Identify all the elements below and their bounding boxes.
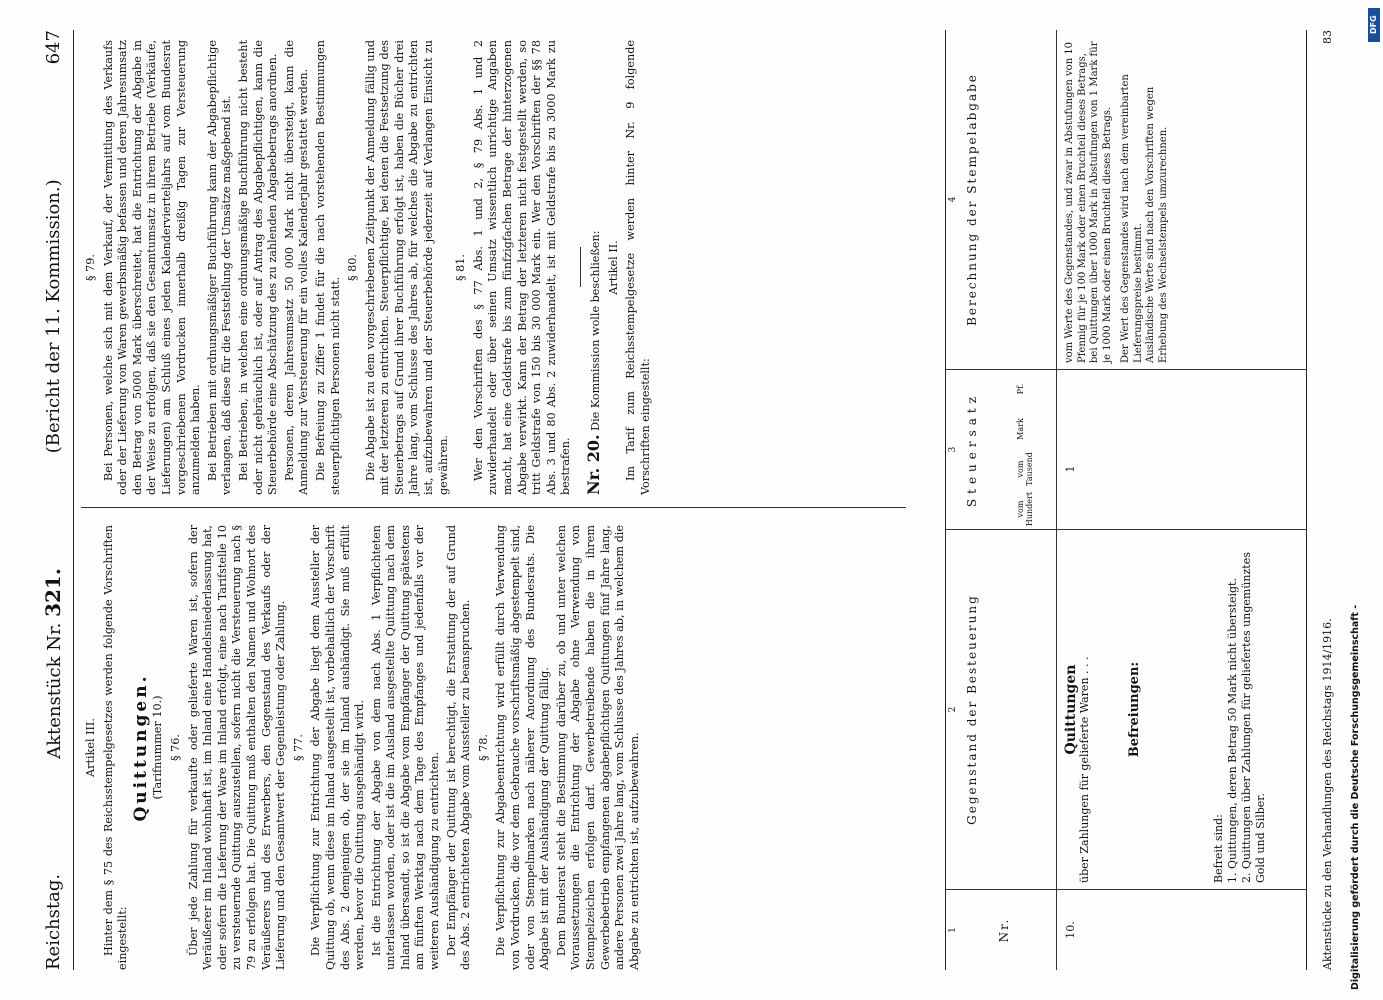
col-number-1: 1 bbox=[948, 927, 958, 933]
para-77-text-b: Ist die Entrichtung der Abgabe von dem nach Abs. 1 Verpflichteten unterlassen worden, oder ist die im Ausland ausgestellte Quittung nach dem Inland übersandt, so ist die Abgabe vom Empfänger der Quittung spätestens am fünften Werktag nach dem Tage des Empfanges und jedenfalls vor der weiteren Aushändigung zu entrichten. bbox=[369, 525, 442, 970]
subheader-pf: Pf. bbox=[1016, 383, 1025, 395]
col-number-2: 2 bbox=[948, 706, 958, 713]
page-number: 647 bbox=[42, 30, 64, 65]
header-mid: Aktenstück Nr. bbox=[44, 622, 65, 759]
table-col-nr bbox=[946, 890, 1306, 970]
left-column bbox=[81, 525, 644, 970]
gegenstand-body bbox=[1064, 536, 1268, 883]
berechnung-body bbox=[1064, 36, 1170, 363]
para-80-text: Die Abgabe ist zu dem vorgeschriebenen Zeitpunkt der Anmeldung fällig und mit der letzteren zu entrichten. Steuerpflichtige, bei denen die Festsetzung des Steuerbetrags auf Grund ihrer Buchführung erfolgt ist, haben die Bücher drei Jahre lang, vom Schlusse des Jahres ab, für welches die Abgabe zu entrichten ist, aufzubewahren und der Steuerbehörde jederzeit auf Verlangen Einsicht zu gewähren. bbox=[363, 40, 450, 495]
nr-20-line bbox=[584, 40, 604, 495]
footer-source: Aktenstücke zu den Verhandlungen des Reichstags 1914/1916. bbox=[1321, 618, 1334, 970]
intro-text: Hinter dem § 75 des Reichsstempelgesetzes werden folgende Vorschriften eingestellt: bbox=[101, 525, 130, 970]
row-nr-value: 10. bbox=[1064, 921, 1077, 939]
para-81-heading: § 81. bbox=[454, 254, 468, 281]
subheader-vom-hundert: vom Hundert bbox=[1016, 491, 1034, 527]
page-footer bbox=[1321, 30, 1334, 970]
para-79-text-e: Die Befreiung zu Ziffer 1 findet für die nach vorstehenden Bestimmungen steuerpflichtigen Personen nicht statt. bbox=[313, 40, 342, 495]
header-rule bbox=[1056, 370, 1057, 529]
para-77-heading: § 77. bbox=[291, 734, 305, 761]
para-78-text-a: Die Verpflichtung zur Abgabeentrichtung wird erfüllt durch Verwendung von Vordrucken, die vor dem Gebrauche vorschriftsmäßig abgestempelt sind, oder von Stempelmarken nach näherer Anordnung des Bundesrats. Die Abgabe ist mit der Aushändigung der Quittung fällig. bbox=[494, 525, 552, 970]
separator-rule bbox=[580, 248, 581, 288]
para-79-text-d: Personen, deren Jahresumsatz 50 000 Mark nicht übersteigt, kann die Anmeldung zur Versteuerung für ein volles Kalenderjahr gestattet werden. bbox=[282, 40, 311, 495]
footer-number: 83 bbox=[1321, 30, 1334, 44]
para-79-text-c: Bei Betrieben, in welchen eine ordnungsmäßige Buchführung nicht besteht oder nicht gebräuchlich ist, oder auf Antrag des Abgabepflichtigen, kann die Steuerbehörde eine Abschätzung des zu zahlenden Abgabebetrags anordnen. bbox=[236, 40, 280, 495]
row-text: über Zahlungen für gelieferte Waren . . . bbox=[1078, 656, 1091, 883]
page-header bbox=[33, 30, 74, 970]
befreiungen-heading: Befreiungen: bbox=[1127, 661, 1142, 758]
subheader-vom-tausend: vom Tausend bbox=[1016, 452, 1034, 486]
befreiungen-intro: Befreit sind: bbox=[1212, 814, 1225, 883]
header-berechnung: Berechnung der Stempelabgabe bbox=[965, 73, 979, 326]
header-rule bbox=[1056, 530, 1057, 889]
berechnung-text-c: Ausländische Werte sind nach den Vorschriften wegen Erhebung des Wechselstempels umzurechnen. bbox=[1145, 86, 1169, 363]
artikel-iii: Artikel III. bbox=[84, 718, 97, 777]
befreiung-2: 2. Quittungen über Zahlungen für geliefertes ungemünztes Gold und Silber. bbox=[1240, 552, 1267, 883]
subheader-mark: Mark bbox=[1016, 418, 1025, 440]
tariff-table bbox=[945, 30, 1307, 970]
berechnung-text-b: Der Wert des Gegenstandes wird nach dem vereinbarten Lieferungspreise bestimmt. bbox=[1120, 74, 1144, 363]
para-81-text: Wer den Vorschriften des § 77 Abs. 1 und 2, § 79 Abs. 1 und 2 zuwiderhandelt oder über seinen Umsatz wissentlich unrichtige Angaben macht, hat eine Geldstrafe bis zum fünfzigfachen Betrage der hinterzogenen Abgabe verwirkt. Kann der Betrag der letzteren nicht festgestellt werden, so tritt Geldstrafe von 150 bis 30 000 Mark ein. Wer den Vorschriften der §§ 78 Abs. 3 und 80 Abs. 2 zuwiderhandelt, ist mit Geldstrafe bis zu 3000 Mark zu bestrafen. bbox=[471, 40, 573, 495]
table-col-steuersatz bbox=[946, 370, 1306, 530]
header-steuersatz: Steuersatz bbox=[965, 391, 979, 508]
table-col-gegenstand bbox=[946, 530, 1306, 890]
para-78-heading: § 78. bbox=[476, 734, 490, 761]
nr-20-text: Die Kommission wolle beschließen: bbox=[589, 230, 602, 431]
para-79-heading: § 79. bbox=[84, 254, 97, 281]
para-77-text-a: Die Verpflichtung zur Entrichtung der Abgabe liegt dem Aussteller der Quittung ob, wenn diese im Inland ausgestellt ist, vorbehaltlich der Vorschrift des Abs. 2 demjenigen ob, der sie im Inland aushändigt. Sie muß erfüllt werden, bevor die Quittung ausgehändigt wird. bbox=[309, 525, 367, 970]
artikel-ii: Artikel II. bbox=[606, 240, 620, 295]
para-79-text-b: Bei Betrieben mit ordnungsmäßiger Buchführung kann der Abgabepflichtige verlangen, daß diese für die Feststellung der Umsätze maßgebend ist. bbox=[205, 40, 234, 495]
section-title-quittungen: Quittungen. bbox=[130, 673, 151, 822]
header-bericht: (Bericht der 11. Kommission.) bbox=[42, 179, 64, 454]
para-76-heading: § 76. bbox=[168, 734, 182, 761]
header-nr: Nr. bbox=[997, 917, 1011, 943]
column-divider bbox=[81, 507, 906, 508]
row-title-quittungen: Quittungen bbox=[1063, 664, 1079, 755]
berechnung-text-a: vom Werte des Gegenstandes, und zwar in Abstufungen von 10 Pfennig für je 100 Mark oder einen Bruchteil dieses Betrags, bei Quittungen über 1000 Mark in Abstufungen von 1 Mark für je 1000 Mark oder einen Bruchteil dieses Betrags. bbox=[1064, 41, 1113, 363]
para-79-text-a: Bei Personen, welche sich mit dem Verkauf, der Vermittlung des Verkaufs oder der Lieferung von Waren gewerbsmäßig befassen und deren Jahresumsatz den Betrag von 5000 Mark überschreitet, hat die Entrichtung der Abgabe in der Weise zu erfolgen, daß sie den Gesamtumsatz in ihrem Betriebe (Verkäufe, Lieferungen) am Schluß eines jeden Kalendervierteljahrs auf vom Bundesrat vorgeschriebenen Vordrucken innerhalb dreißig Tagen zur Versteuerung anzumelden haben. bbox=[101, 40, 203, 495]
header-gegenstand: Gegenstand der Besteuerung bbox=[965, 594, 979, 825]
para-77-text-c: Der Empfänger der Quittung ist berechtigt, die Erstattung der auf Grund des Abs. 2 entrichteten Abgabe vom Aussteller zu beanspruchen. bbox=[444, 525, 473, 970]
col-number-3: 3 bbox=[948, 446, 958, 453]
header-rule bbox=[1056, 890, 1057, 970]
header-aktenstueck bbox=[41, 568, 65, 759]
tarif-intro: Im Tarif zum Reichsstempelgesetze werden hinter Nr. 9 folgende Vorschriften eingestellt: bbox=[624, 40, 652, 495]
header-number: 321. bbox=[41, 568, 65, 617]
rotated-content bbox=[25, 30, 1365, 970]
nr-20-label: Nr. 20. bbox=[584, 434, 603, 495]
col-number-4: 4 bbox=[948, 196, 958, 203]
para-76-text: Über jede Zahlung für verkaufte oder gelieferte Waren ist, sofern der Veräußerer im Inland wohnhaft ist, im Inland eine Handelsniederlassung hat, oder sofern die Lieferung der Ware im Inland erfolgt, eine nach Tarifstelle 10 zu versteuernde Quittung auszustellen, sofern nicht die Versteuerung nach § 79 zu erfolgen hat. Die Quittung muß enthalten den Namen und Wohnort des Veräußerers und des Erwerbers, den Gegenstand des Verkaufs oder der Lieferung und den Gesamtwert der Gegenleistung oder Zahlung. bbox=[186, 525, 288, 970]
digitization-credit: Digitalisierung gefördert durch die Deutsche Forschungsgemeinschaft - bbox=[1350, 604, 1361, 990]
header-reichstag: Reichstag. bbox=[42, 873, 64, 970]
dfg-logo: DFG bbox=[1368, 8, 1380, 42]
para-78-text-b: Dem Bundesrat steht die Bestimmung darüber zu, ob und unter welchen Voraussetzungen die Entrichtung der Abgabe ohne Verwendung von Stempelzeichen erfolgen darf. Gewerbetreibende haben die in ihrem Gewerbebetrieb empfangenen abgabepflichtigen Quittungen fünf Jahre lang, andere Personen zwei Jahre lang, vom Schlusse des Jahres ab, in welchem die Abgabe zu entrichten ist, aufzubewahren. bbox=[554, 525, 641, 970]
header-rule bbox=[1056, 30, 1057, 369]
befreiung-1: 1. Quittungen, deren Betrag 50 Mark nicht übersteigt. bbox=[1226, 578, 1239, 883]
para-80-heading: § 80. bbox=[346, 254, 360, 281]
steuersatz-value: 1 bbox=[1064, 465, 1077, 473]
right-column bbox=[81, 40, 655, 495]
table-col-berechnung bbox=[946, 30, 1306, 370]
tarifnummer: (Tarifnummer 10.) bbox=[151, 695, 165, 800]
